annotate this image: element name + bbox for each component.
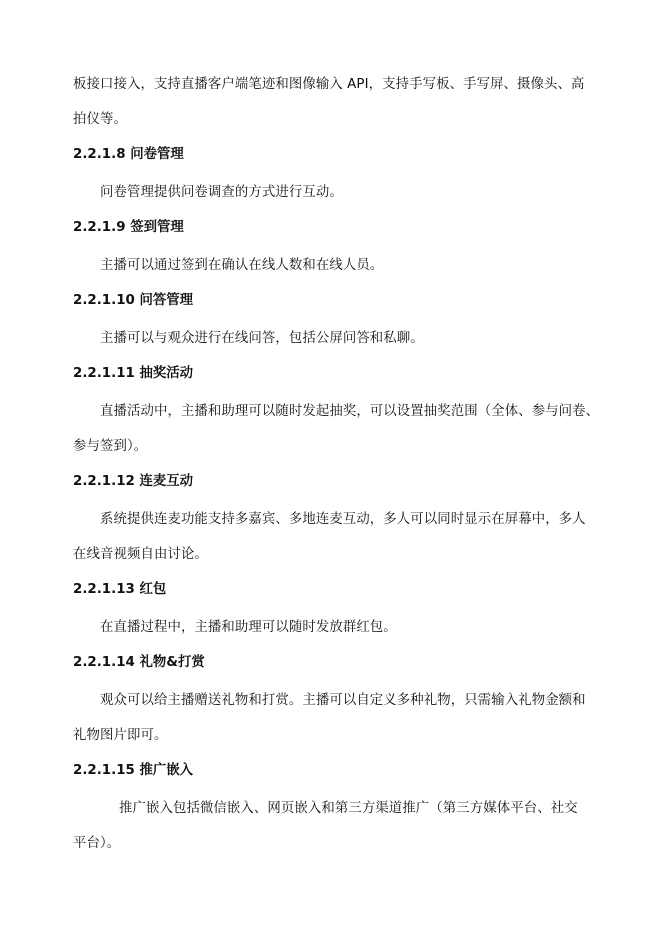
section-promotion-embed-line-1: 推广嵌入包括微信嵌入、网页嵌入和第三方渠道推广（第三方媒体平台、社交 (119, 801, 578, 816)
section-heading-co-hosting: 2.2.1.12 连麦互动 (73, 474, 194, 489)
section-promotion-embed-line-2: 平台）。 (73, 836, 121, 851)
section-heading-checkin: 2.2.1.9 签到管理 (73, 220, 184, 235)
section-heading-promotion-embed: 2.2.1.15 推广嵌入 (73, 763, 194, 778)
section-heading-red-packet: 2.2.1.13 红包 (73, 582, 167, 597)
intro-line-1: 板接口接入，支持直播客户端笔迹和图像输入 API，支持手写板、手写屏、摄像头、高 (73, 77, 585, 92)
section-heading-gifts: 2.2.1.14 礼物&打赏 (73, 655, 205, 670)
section-qa-line-1: 主播可以与观众进行在线问答，包括公屏问答和私聊。 (100, 331, 424, 346)
section-questionnaire-line-1: 问卷管理提供问卷调查的方式进行互动。 (100, 185, 343, 200)
section-co-hosting-line-2: 在线音视频自由讨论。 (73, 547, 208, 562)
section-co-hosting-line-1: 系统提供连麦功能支持多嘉宾、多地连麦互动，多人可以同时显示在屏幕中，多人 (100, 512, 586, 527)
section-lottery-line-1: 直播活动中，主播和助理可以随时发起抽奖，可以设置抽奖范围（全体、参与问卷、 (100, 404, 600, 419)
section-heading-lottery: 2.2.1.11 抽奖活动 (73, 366, 194, 381)
intro-line-2: 拍仪等。 (73, 112, 127, 127)
section-gifts-line-1: 观众可以给主播赠送礼物和打赏。主播可以自定义多种礼物，只需输入礼物金额和 (100, 693, 586, 708)
section-gifts-line-2: 礼物图片即可。 (73, 728, 168, 743)
section-checkin-line-1: 主播可以通过签到在确认在线人数和在线人员。 (100, 258, 384, 273)
section-heading-qa: 2.2.1.10 问答管理 (73, 293, 194, 308)
section-red-packet-line-1: 在直播过程中，主播和助理可以随时发放群红包。 (100, 620, 397, 635)
section-lottery-line-2: 参与签到）。 (73, 439, 148, 454)
section-heading-questionnaire: 2.2.1.8 问卷管理 (73, 147, 184, 162)
